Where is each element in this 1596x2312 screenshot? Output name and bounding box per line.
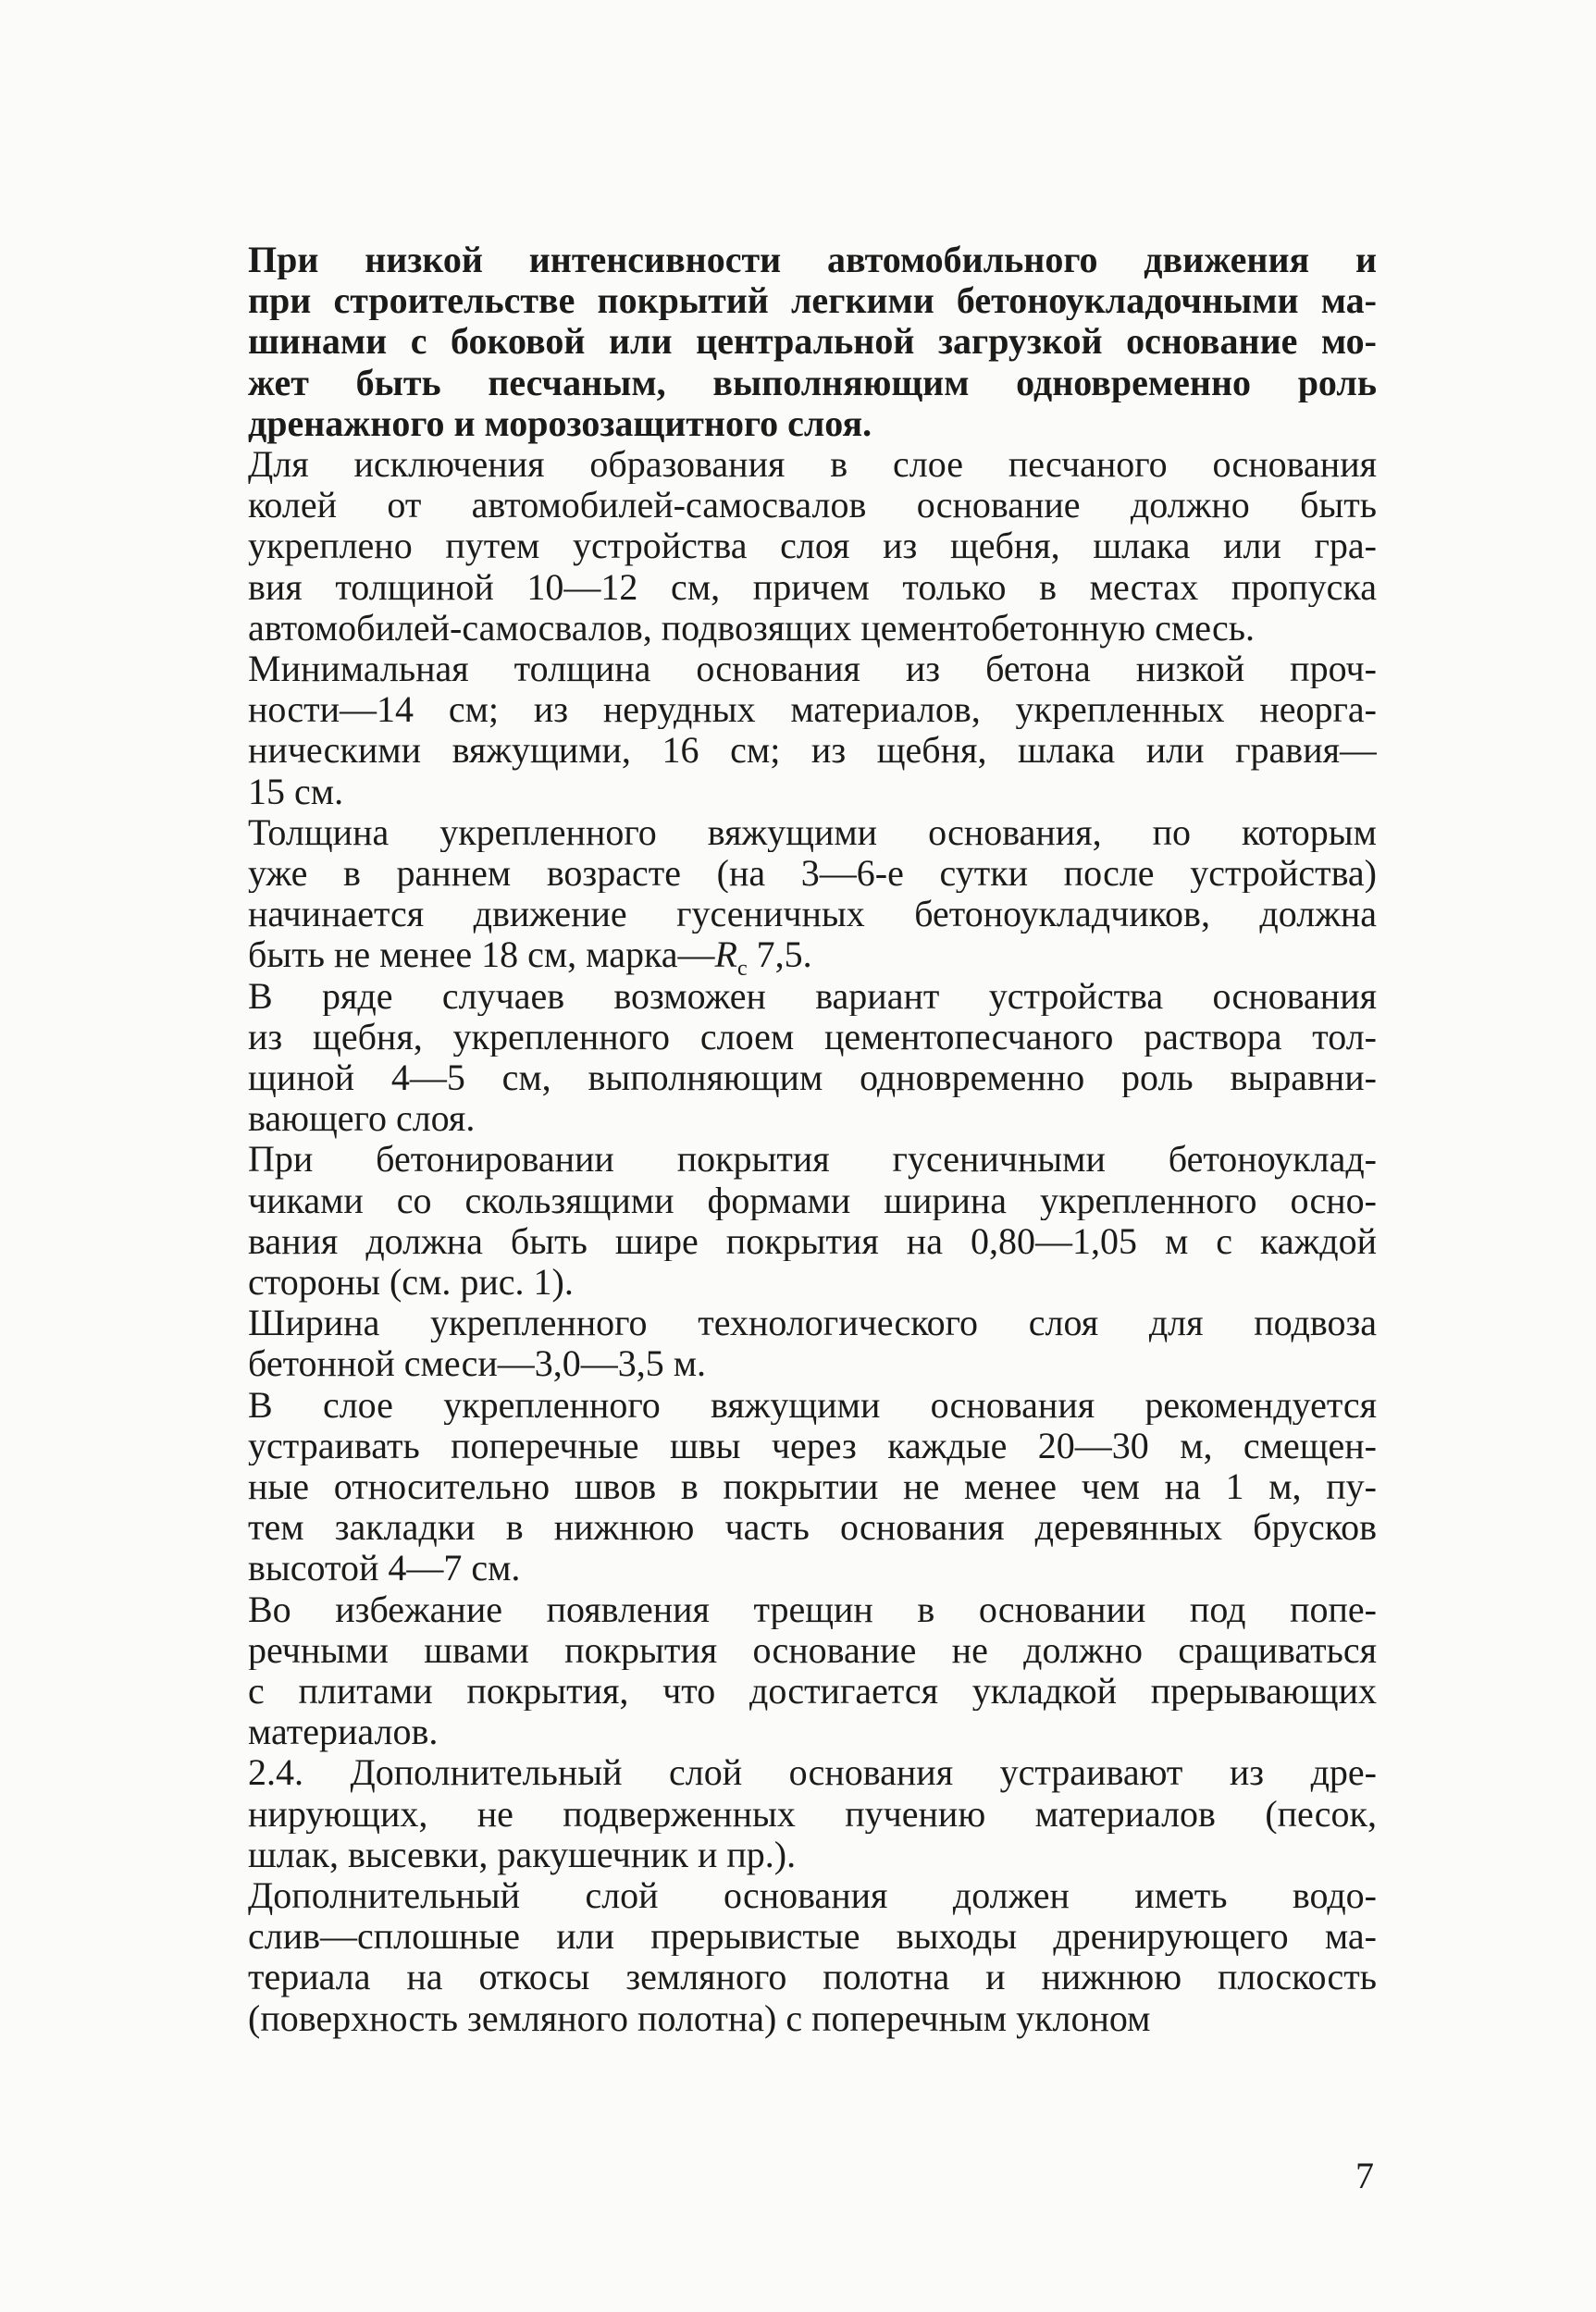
grade-subscript: с	[736, 957, 748, 982]
text-line	[248, 320, 1377, 361]
text-line-content: вания должна быть шире покрытия на 0,80—1,05 м с каждой	[248, 1219, 1377, 1261]
text-line-content: дренажного и морозозащитного слоя.	[248, 402, 872, 444]
text-line-content: речными швами покрытия основание не должно сращиваться	[248, 1628, 1377, 1670]
text-line	[248, 1751, 1377, 1792]
text-line-content: укреплено путем устройства слоя из щебня, шлака или гра-	[248, 525, 1377, 566]
text-line-content: при строительстве покрытий легкими бетоноукладочными ма-	[248, 279, 1377, 321]
text-line	[248, 1997, 1377, 2039]
text-line-content: автомобилей-самосвалов, подвозящих цементобетонную смесь.	[248, 606, 1255, 649]
text-line-content: вия толщиной 10—12 см, причем только в местах пропуска	[248, 565, 1377, 607]
text-line	[248, 648, 1377, 688]
text-line	[248, 484, 1377, 525]
text-line	[248, 1138, 1377, 1179]
text-line	[248, 1629, 1377, 1670]
text-line	[248, 1793, 1377, 1834]
text-line-content: ническими вяжущими, 16 см; из щебня, шлака или гравия—	[248, 729, 1377, 771]
text-line-content: бетонной смеси—3,0—3,5 м.	[248, 1342, 707, 1385]
text-line	[248, 1465, 1377, 1506]
text-line	[248, 566, 1377, 607]
text-line	[248, 893, 1377, 933]
text-line-content: Во избежание появления трещин в основании под попе-	[248, 1588, 1377, 1629]
text-line-content: При бетонировании покрытия гусеничными бетоноуклад-	[248, 1138, 1377, 1180]
text-line	[248, 1180, 1377, 1220]
text-line	[248, 239, 1377, 279]
text-line	[248, 1425, 1377, 1465]
text-line	[248, 1874, 1377, 1915]
text-line	[248, 607, 1377, 649]
text-line-content: начинается движение гусеничных бетоноукладчиков, должна	[248, 893, 1377, 934]
text-line-content: Дополнительный слой основания должен иметь водо-	[248, 1874, 1377, 1916]
grade-symbol: R	[714, 933, 737, 976]
text-line-content: высотой 4—7 см.	[248, 1547, 521, 1589]
text-lines	[248, 239, 1377, 2038]
text-line	[248, 1057, 1377, 1097]
text-line	[248, 688, 1377, 729]
text-line-content: уже в раннем возрасте (на 3—6-е сутки после устройства)	[248, 852, 1377, 894]
text-line	[248, 1711, 1377, 1752]
text-line-content: В слое укрепленного вяжущими основания рекомендуется	[248, 1383, 1377, 1425]
text-line-content: быть не менее 18 см, марка—	[248, 933, 715, 976]
text-line-content: вающего слоя.	[248, 1097, 476, 1140]
text-line-content: териала на откосы земляного полотна и нижнюю плоскость	[248, 1956, 1377, 1997]
text-line-content: из щебня, укрепленного слоем цементопесчаного раствора тол-	[248, 1015, 1377, 1057]
text-line	[248, 1834, 1377, 1875]
text-line-content: слив—сплошные или прерывистые выходы дренирующего ма-	[248, 1915, 1377, 1957]
text-line-content: шинами с боковой или центральной загрузкой основание мо-	[248, 320, 1377, 362]
text-line	[248, 279, 1377, 320]
text-line-content: ные относительно швов в покрытии не менее чем на 1 м, пу-	[248, 1465, 1377, 1507]
text-line	[248, 975, 1377, 1016]
text-line	[248, 852, 1377, 893]
text-line-content: 2.4. Дополнительный слой основания устраивают из дре-	[248, 1751, 1377, 1793]
text-line	[248, 525, 1377, 565]
document-body	[248, 239, 1377, 2038]
text-line-content: материалов.	[248, 1711, 439, 1753]
text-line-content: В ряде случаев возможен вариант устройства основания	[248, 974, 1377, 1016]
text-line	[248, 771, 1377, 812]
text-line-content: щиной 4—5 см, выполняющим одновременно роль выравни-	[248, 1057, 1377, 1098]
text-line-content: ности—14 см; из нерудных материалов, укрепленных неорга-	[248, 688, 1377, 730]
text-line-content: тем закладки в нижнюю часть основания деревянных брусков	[248, 1506, 1377, 1548]
text-line-content: нирующих, не подверженных пучению материалов (песок,	[248, 1792, 1377, 1834]
text-line-content: стороны (см. рис. 1).	[248, 1261, 574, 1303]
text-line	[248, 402, 1377, 444]
text-line-content: 15 см.	[248, 770, 344, 812]
text-line	[248, 1915, 1377, 1956]
text-line	[248, 1302, 1377, 1342]
text-line	[248, 1547, 1377, 1589]
text-line	[248, 1506, 1377, 1547]
text-line-content: Минимальная толщина основания из бетона низкой проч-	[248, 648, 1377, 689]
text-line	[248, 1261, 1377, 1303]
text-line	[248, 1097, 1377, 1139]
text-line	[248, 1384, 1377, 1425]
grade-value: 7,5.	[747, 933, 812, 976]
text-line	[248, 1016, 1377, 1057]
page-number: 7	[1355, 2155, 1374, 2196]
text-line	[248, 1342, 1377, 1384]
text-line-content: жет быть песчаным, выполняющим одновременно роль	[248, 361, 1377, 402]
text-line	[248, 1220, 1377, 1261]
text-line	[248, 729, 1377, 770]
text-line-content: Для исключения образования в слое песчаного основания	[248, 443, 1377, 485]
text-line-content: чиками со скользящими формами ширина укрепленного осно-	[248, 1179, 1377, 1220]
text-line-content: Толщина укрепленного вяжущими основания, по которым	[248, 810, 1377, 852]
text-line-content: с плитами покрытия, что достигается укладкой прерывающих	[248, 1670, 1377, 1712]
text-line	[248, 1589, 1377, 1629]
text-line-content: (поверхность земляного полотна) с поперечным уклоном	[248, 1997, 1151, 2039]
text-line	[248, 443, 1377, 484]
text-line-content: При низкой интенсивности автомобильного движения и	[248, 239, 1377, 280]
text-line	[248, 1956, 1377, 1997]
text-line	[248, 811, 1377, 852]
text-line-content: Ширина укрепленного технологического слоя для подвоза	[248, 1302, 1377, 1343]
text-line-content: устраивать поперечные швы через каждые 20—30 м, смещен-	[248, 1424, 1377, 1465]
text-line-content: шлак, высевки, ракушечник и пр.).	[248, 1833, 797, 1875]
text-line	[248, 362, 1377, 402]
text-line	[248, 1670, 1377, 1711]
text-line-content: колей от автомобилей-самосвалов основание должно быть	[248, 484, 1377, 525]
